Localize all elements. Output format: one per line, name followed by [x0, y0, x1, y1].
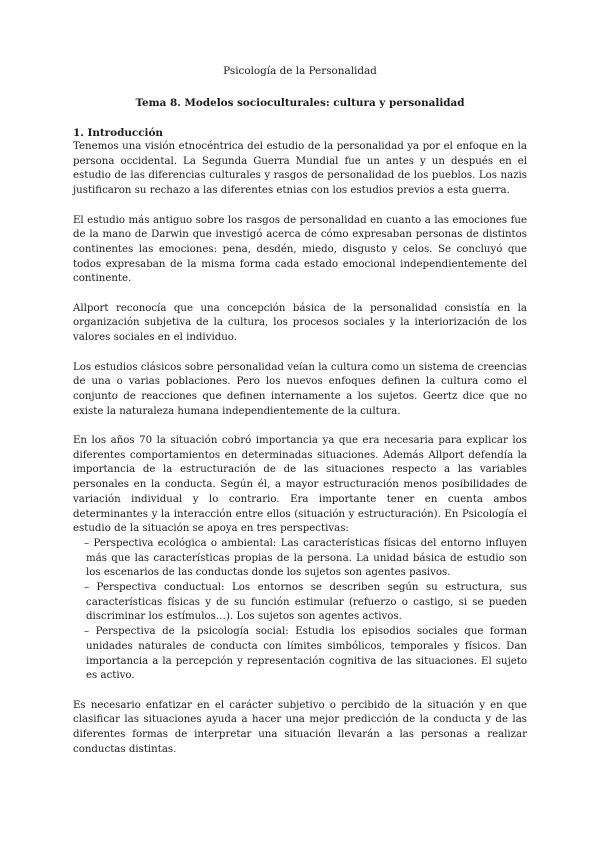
- list-item-ecological: – Perspectiva ecológica o ambiental: Las características físicas del entorno influyen más que las características propias de la persona. La unidad básica de estudio son los escenarios de las conductas donde los sujetos son agentes pasivos.: [84, 537, 527, 579]
- paragraph-1: Tenemos una visión etnocéntrica del estudio de la personalidad ya por el enfoque en la persona occidental. La Segunda Guerra Mundial fue un antes y un después en el estudio de las diferencias culturales y rasgos de personalidad de los pueblos. Los nazis justificaron su rechazo a las diferentes etnias con los estudios previos a esta guerra.: [73, 141, 527, 197]
- section-heading: 1. Introducción: [73, 127, 163, 139]
- list-item-behavioral: – Perspectiva conductual: Los entornos se describen según su estructura, sus características físicas y de su función estimular (refuerzo o castigo, si se pueden discriminar los estímulos…). Los sujetos son agentes activos.: [84, 582, 527, 623]
- paragraph-3: Allport reconocía que una concepción básica de la personalidad consistía en la organización subjetiva de la cultura, los procesos sociales y la interiorización de los valores sociales en el individuo.: [73, 302, 527, 344]
- paragraph-4: Los estudios clásicos sobre personalidad veían la cultura como un sistema de creencias de una o varias poblaciones. Pero los nuevos enfoques definen la cultura como el conjunto de reacciones que definen internamente a los sujetos. Geertz dice que no existe la naturaleza humana independientemente de la cultura.: [73, 361, 527, 417]
- document-title: Tema 8. Modelos socioculturales: cultura y personalidad: [135, 97, 465, 109]
- paragraph-5: En los años 70 la situación cobró importancia ya que era necesaria para explicar los diferentes comportamientos en determinadas situaciones. Además Allport defendía la importancia de la estructuración de de las situaciones respecto a las variables personales en la conducta. Según él, a mayor estructuración menos posibilidades de variación individual y lo contrario. Era importante tener en cuenta ambos determinantes y la interacción entre ellos (situación y estructuración). En Psicología el estudio de la situación se apoya en tres perspectivas:: [73, 435, 527, 535]
- list-item-social: – Perspectiva de la psicología social: Estudia los episodios sociales que forman unidades naturales de conducta con límites simbólicos, temporales y físicos. Dan importancia a la percepción y representación cognitiva de las situaciones. El sujeto es activo.: [84, 626, 527, 682]
- closing-paragraph: Es necesario enfatizar en el carácter subjetivo o percibido de la situación y en que clasificar las situaciones ayuda a hacer una mejor predicción de la conducta y de las diferentes formas de interpretar una situación llevarán a las personas a realizar conductas distintas.: [73, 699, 527, 755]
- paragraph-2: El estudio más antiguo sobre los rasgos de personalidad en cuanto a las emociones fue de la mano de Darwin que investigó acerca de cómo expresaban personas de distintos continentes las emociones: pena, desdén, miedo, disgusto y celos. Se concluyó que todos expresaban de la misma forma cada estado emocional independientemente del continente.: [73, 214, 527, 285]
- page-header: Psicología de la Personalidad: [223, 65, 377, 77]
- document-page: [73, 64, 527, 757]
